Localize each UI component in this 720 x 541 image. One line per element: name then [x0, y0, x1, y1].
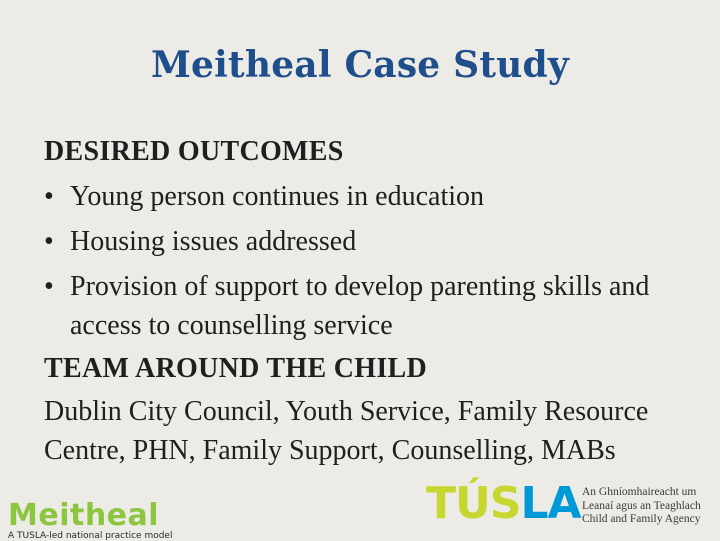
meitheal-logo: Meitheal	[8, 498, 160, 533]
tusla-line-irish-1: An Ghníomhaireacht um	[582, 486, 697, 498]
team-text: Dublin City Council, Youth Service, Family Resource Centre, PHN, Family Support, Counselling, MABs	[44, 396, 649, 466]
bullet-dot-icon: •	[44, 271, 54, 302]
tusla-logo-text: TÚSLA	[426, 478, 581, 529]
slide-title: Meitheal Case Study	[150, 44, 570, 86]
tusla-line-irish-2: Leanaí agus an Teaghlach	[582, 499, 701, 512]
desired-outcomes-heading: DESIRED OUTCOMES	[44, 136, 344, 167]
slide-content	[44, 132, 684, 470]
tusla-logo	[426, 480, 581, 528]
bullet-item	[44, 222, 684, 261]
team-heading: TEAM AROUND THE CHILD	[44, 353, 428, 384]
meitheal-tagline: A TUSLA-led national practice model	[8, 531, 173, 541]
tusla-line-english: Child and Family Agency	[582, 513, 701, 525]
bullet-text: Provision of support to develop parenting skills and access to counselling service	[70, 271, 650, 341]
tusla-agency-text	[582, 486, 701, 527]
bullet-text: Housing issues addressed	[70, 226, 357, 257]
bullet-dot-icon: •	[44, 181, 54, 212]
bullet-dot-icon: •	[44, 226, 54, 257]
bullet-item	[44, 267, 684, 345]
bullet-item	[44, 177, 684, 216]
bullet-text: Young person continues in education	[70, 181, 484, 212]
